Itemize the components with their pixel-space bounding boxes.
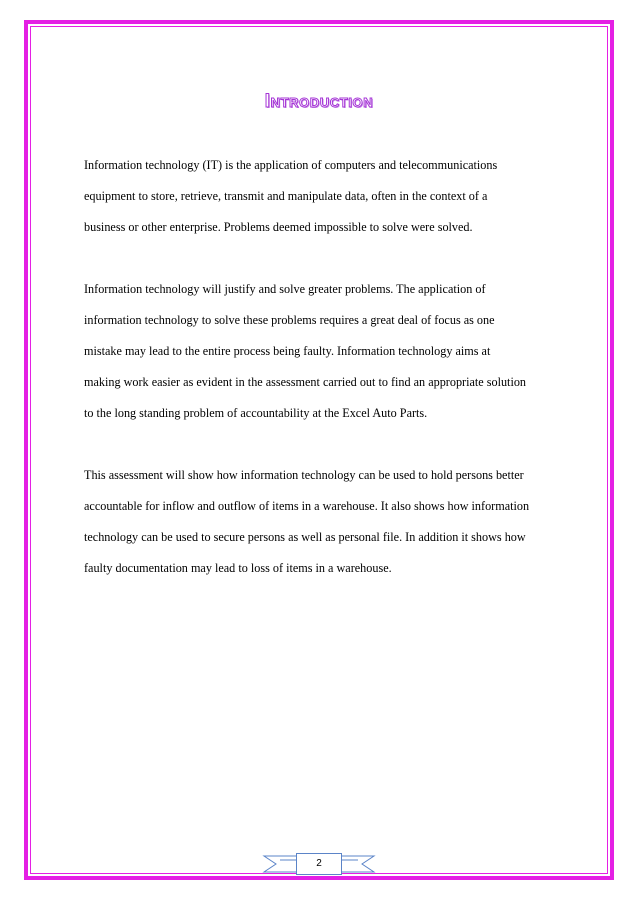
text-line: making work easier as evident in the assessment carried out to find an appropriate solution <box>84 375 527 389</box>
page-number: 2 <box>316 858 322 869</box>
text-line: Information technology (IT) is the application of computers and telecommunications <box>84 158 498 172</box>
text-line: accountable for inflow and outflow of items in a warehouse. It also shows how information <box>84 499 530 513</box>
text-line: mistake may lead to the entire process being faulty. Information technology aims at <box>84 344 491 358</box>
text-line: equipment to store, retrieve, transmit and manipulate data, often in the context of a <box>84 189 488 203</box>
ribbon-left-tail <box>264 856 296 872</box>
text-line: Information technology will justify and solve greater problems. The application of <box>84 282 486 296</box>
text-line: business or other enterprise. Problems deemed impossible to solve were solved. <box>84 220 473 234</box>
text-line: technology can be used to secure persons as well as personal file. In addition it shows how <box>84 530 526 544</box>
page-number-box <box>296 853 342 875</box>
text-line: This assessment will show how information technology can be used to hold persons better <box>84 468 524 482</box>
text-line: information technology to solve these problems requires a great deal of focus as one <box>84 313 495 327</box>
ribbon-right-tail <box>342 856 374 872</box>
text-line: to the long standing problem of accountability at the Excel Auto Parts. <box>84 406 428 420</box>
introduction-heading: Introduction <box>264 91 374 112</box>
text-line: faulty documentation may lead to loss of items in a warehouse. <box>84 561 392 575</box>
